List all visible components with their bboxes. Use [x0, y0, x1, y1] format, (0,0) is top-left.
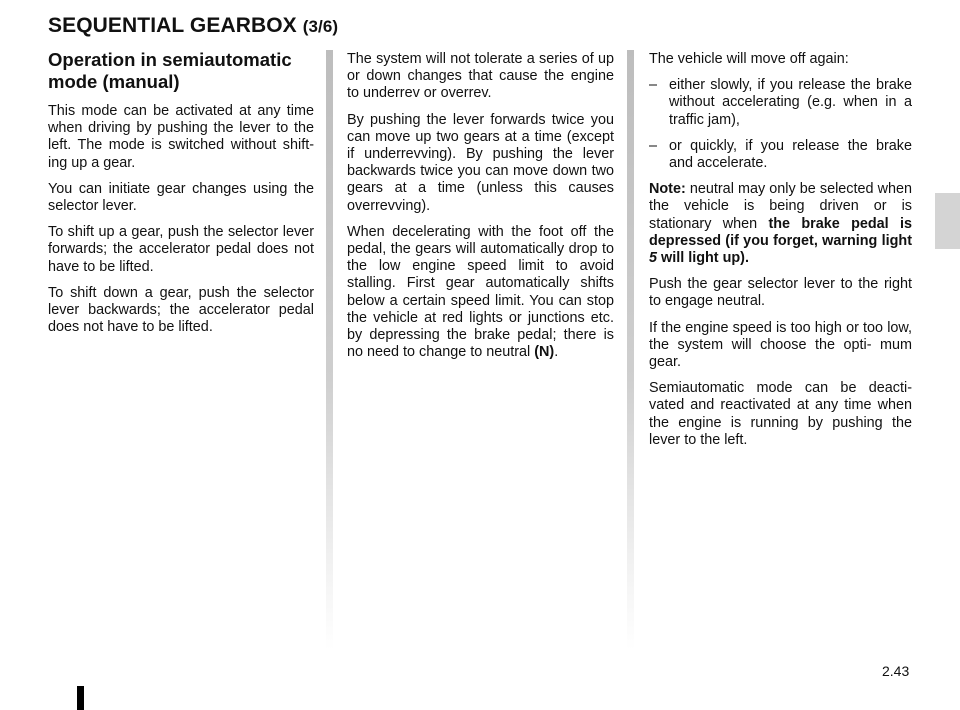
list-item: – or quickly, if you release the brake and accelerate.	[649, 137, 912, 172]
paragraph: The system will not tolerate a series of up or down changes that cause the engine to underrev or overrev.	[347, 51, 614, 102]
paragraph-neutral: When decelerating with the foot off the pedal, the gears will automatically drop to the low engine speed limit to avoid stalling. First gear automatically shifts below a certain speed limit. You can stop the vehicle at red lights or junctions etc. by depressing the brake pedal; there is no need to change to neutral (N).	[347, 223, 614, 361]
column-divider-left	[326, 50, 333, 650]
list-item: – either slowly, if you release the brake without accelerating (e.g. when in a traffic jam),	[649, 77, 912, 128]
page-title	[48, 14, 338, 38]
paragraph: To shift down a gear, push the selector lever backwards; the accelerator pedal does not have to be lifted.	[48, 284, 314, 336]
page-number: 2.43	[882, 663, 910, 679]
paragraph: To shift up a gear, push the selector lever forwards; the accelerator pedal does not have to be lifted.	[48, 224, 314, 275]
paragraph: By pushing the lever forwards twice you can move up two gears at a time (except if underrevving). By pushing the lever backwards twice you can move down two gears at a time (unless this causes overrevving).	[347, 111, 614, 214]
section-heading: Operation in semiautomatic mode (manual)	[48, 49, 292, 92]
column-3	[649, 51, 912, 458]
note-label: Note:	[649, 181, 686, 198]
paragraph: Semiautomatic mode can be deacti- vated and reactivated at any time when the engine is running by pushing the lever to the left.	[649, 380, 912, 448]
warning-light-number: 5	[649, 250, 658, 267]
paragraph: If the engine speed is too high or too low, the system will choose the opti- mum gear.	[649, 319, 912, 371]
column-2	[347, 51, 614, 370]
neutral-symbol: (N)	[534, 344, 555, 361]
paragraph: This mode can be activated at any time when driving by pushing the lever to the left. The mode is switched without shift- ing up a gear.	[48, 103, 314, 171]
title-text: SEQUENTIAL GEARBOX	[48, 14, 297, 37]
paragraph: You can initiate gear changes using the selector lever.	[48, 180, 314, 215]
dash-bullet: –	[649, 137, 658, 154]
column-divider-right	[627, 50, 634, 650]
title-page-index: (3/6)	[302, 17, 339, 36]
note-paragraph: Note: neutral may only be selected when the vehicle is being driven or is stationary when the brake pedal is depressed (if you forget, warning light 5 will light up).	[649, 181, 912, 267]
dash-bullet: –	[649, 77, 658, 94]
column-1	[48, 49, 314, 345]
corner-mark	[77, 686, 84, 710]
chapter-tab	[935, 193, 960, 249]
paragraph: Push the gear selector lever to the right to engage neutral.	[649, 276, 912, 310]
paragraph: The vehicle will move off again:	[649, 51, 849, 67]
